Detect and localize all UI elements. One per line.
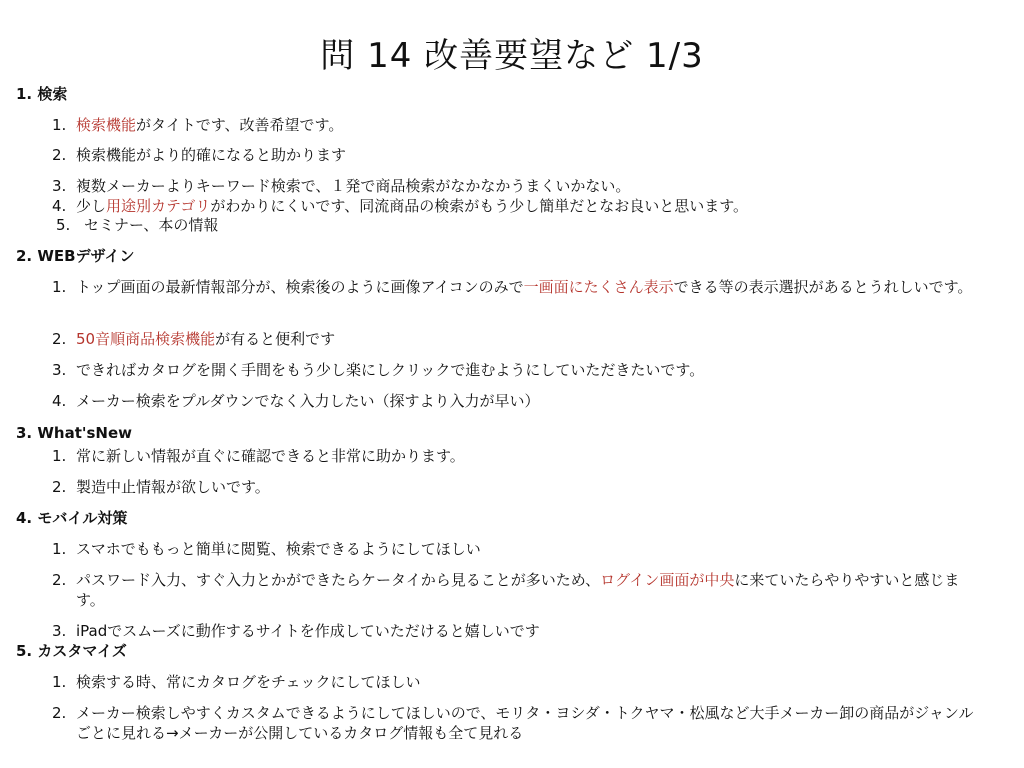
item-number: 4. <box>52 197 67 215</box>
highlight-text: ログイン画面が中央 <box>600 571 735 589</box>
item-number: 3. <box>52 177 67 195</box>
item-text: 少し用途別カテゴリがわかりにくいです、同流商品の検索がもう少し簡単だとなお良いと思います。 <box>76 197 749 215</box>
item-number: 2. <box>52 146 67 164</box>
item-text: メーカー検索をプルダウンでなく入力したい（探すより入力が早い） <box>76 392 540 410</box>
item-number: 1. <box>52 278 67 296</box>
highlight-text: 用途別カテゴリ <box>106 197 211 215</box>
list-item <box>52 703 982 743</box>
item-number: 4. <box>52 392 67 410</box>
section-heading-web-design: 2. WEBデザイン <box>16 247 135 265</box>
item-text: 検索する時、常にカタログをチェックにしてほしい <box>76 673 421 691</box>
item-number: 2. <box>52 478 67 496</box>
highlight-text: 検索機能 <box>76 116 137 134</box>
list-item <box>52 145 982 165</box>
list-item <box>52 570 982 610</box>
item-number: 2. <box>52 330 67 348</box>
list-item <box>52 672 982 692</box>
item-number: 1. <box>52 116 67 134</box>
item-number: 1. <box>52 540 67 558</box>
item-text: 複数メーカーよりキーワード検索で、１発で商品検索がなかなかうまくいかない。 <box>76 177 631 195</box>
item-text: 常に新しい情報が直ぐに確認できると非常に助かります。 <box>76 447 465 465</box>
list-item <box>52 176 982 196</box>
item-text: できればカタログを開く手間をもう少し楽にしクリックで進むようにしていただきたいです。 <box>76 361 705 379</box>
section-heading-mobile: 4. モバイル対策 <box>16 509 128 527</box>
list-item <box>52 196 982 216</box>
list-item <box>52 391 982 411</box>
list-item <box>52 277 982 297</box>
item-text: 製造中止情報が欲しいです。 <box>76 478 270 496</box>
item-text: メーカー検索しやすくカスタムできるようにしてほしいので、モリタ・ヨシダ・トクヤマ・松風など大手メーカー卸の商品がジャンルごとに見れる→メーカーが公開しているカタログ情報も全て見れる <box>76 704 974 742</box>
item-text: セミナー、本の情報 <box>84 216 219 234</box>
item-number: 1. <box>52 447 67 465</box>
section-heading-search: 1. 検索 <box>16 85 68 103</box>
list-item <box>52 477 982 497</box>
highlight-text: 一画面にたくさん表示 <box>523 278 674 296</box>
item-text: 50音順商品検索機能が有ると便利です <box>76 330 336 348</box>
section-heading-whats-new: 3. What'sNew <box>16 424 132 442</box>
section-heading-customize: 5. カスタマイズ <box>16 642 127 660</box>
item-number: 3. <box>52 361 67 379</box>
list-item <box>56 215 986 235</box>
list-item <box>52 621 982 641</box>
item-number: 5. <box>56 216 71 234</box>
list-item <box>52 539 982 559</box>
item-number: 3. <box>52 622 67 640</box>
item-number: 2. <box>52 704 67 722</box>
list-item <box>52 360 982 380</box>
list-item <box>52 115 982 135</box>
item-text: パスワード入力、すぐ入力とかができたらケータイから見ることが多いため、ログイン画面が中央に来ていたらやりやすいと感じます。 <box>76 571 960 609</box>
item-number: 2. <box>52 571 67 589</box>
item-number: 1. <box>52 673 67 691</box>
item-text: iPadでスムーズに動作するサイトを作成していただけると嬉しいです <box>76 622 540 640</box>
item-text: トップ画面の最新情報部分が、検索後のように画像アイコンのみで一画面にたくさん表示できる等の表示選択があるとうれしいです。 <box>76 278 973 296</box>
highlight-text: 50音順商品検索機能 <box>76 330 216 348</box>
item-text: 検索機能がより的確になると助かります <box>76 146 347 164</box>
list-item <box>52 446 982 466</box>
slide-title: 問 14 改善要望など 1/3 <box>320 36 704 76</box>
item-text: スマホでももっと簡単に閲覧、検索できるようにしてほしい <box>76 540 481 558</box>
item-text: 検索機能がタイトです、改善希望です。 <box>76 116 344 134</box>
list-item <box>52 329 982 349</box>
